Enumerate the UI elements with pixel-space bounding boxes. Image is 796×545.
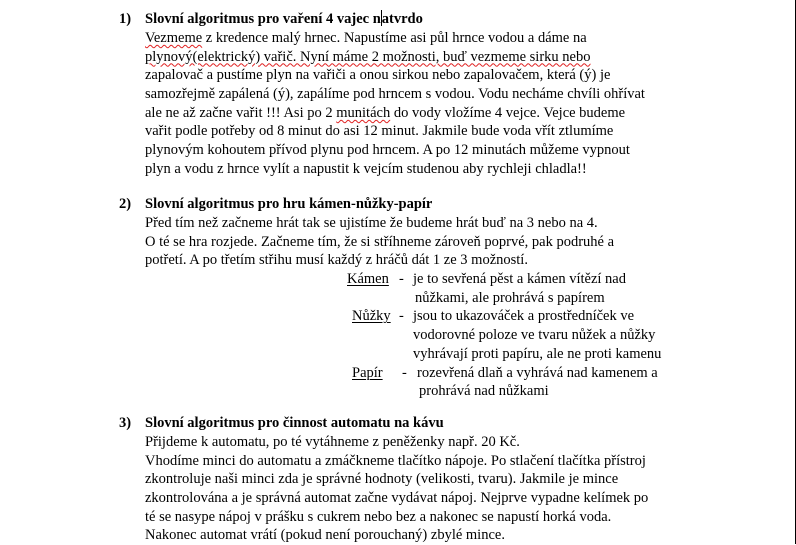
paragraph-line: plyn a vodu z hrnce vylít a napustit k vejcím studenou aby rychleji chladla!! xyxy=(145,160,587,177)
hand-dash: - xyxy=(402,364,407,381)
section-body xyxy=(145,29,679,179)
hand-name: Papír xyxy=(352,364,383,381)
paragraph-line: Před tím než začneme hrát tak se ujistíme že budeme hrát buď na 3 nebo na 4. xyxy=(145,215,598,231)
description-line: prohrává nad nůžkami xyxy=(419,383,549,400)
section-boiling-eggs xyxy=(119,10,679,179)
hand-name: Nůžky xyxy=(352,308,391,325)
section-number: 1) xyxy=(119,11,132,27)
hand-description xyxy=(417,364,658,401)
hand-item-kamen xyxy=(145,270,679,307)
section-heading xyxy=(119,10,679,29)
section-body xyxy=(145,214,679,401)
paragraph-line: Vhodíme minci do automatu a zmáčkneme tlačítko nápoje. Po stlačení tlačítka přístroj xyxy=(145,452,646,469)
description-line: vodorovné poloze ve tvaru nůžek a nůžky xyxy=(413,327,656,344)
hand-dash: - xyxy=(399,308,404,325)
section-number: 3) xyxy=(119,415,132,431)
paragraph-line: samozřejmě zapálená (ý), zapálíme pod hrncem s vodou. Vodu necháme chvíli ohřívat xyxy=(145,86,645,103)
description-line: je to sevřená pěst a kámen vítězí nad xyxy=(413,271,626,288)
hand-name: Kámen xyxy=(347,271,389,288)
hand-dash: - xyxy=(399,271,404,288)
paragraph-line xyxy=(145,48,679,67)
paragraph-line: Nakonec automat vrátí (pokud není porouchaný) zbylé mince. xyxy=(145,527,505,544)
paragraph-line: potřetí. A po třetím střihu musí každý z hráčů dát 1 ze 3 možností. xyxy=(145,252,528,269)
section-coffee-machine xyxy=(119,414,679,545)
misspelled-word: Vezmeme xyxy=(145,30,203,46)
paragraph-line: té se nasype nápoj v prášku s cukrem nebo bez a nakonec se napustí horká voda. xyxy=(145,508,612,525)
paragraph-line: Přijdeme k automatu, po té vytáhneme z peněženky např. 20 Kč. xyxy=(145,434,520,450)
section-rock-paper-scissors xyxy=(119,195,679,401)
paragraph-line: plynovým kohoutem přívod plynu pod hrncem. A po 12 minutách můžeme vypnout xyxy=(145,142,630,159)
description-line: nůžkami, ale prohrává s papírem xyxy=(415,289,605,306)
paragraph-line: zkontrolována a je správná automat začne vydávat nápoj. Nejprve vypadne kelímek po xyxy=(145,490,649,507)
section-body xyxy=(145,433,679,545)
hand-item-nuzky xyxy=(145,307,679,363)
section-title: Slovní algoritmus pro činnost automatu na kávu xyxy=(145,415,444,431)
paragraph-line: zkontroluje naši minci zda je správné hodnoty (velikosti, tvaru). Jakmile je mince xyxy=(145,471,619,488)
paragraph-line xyxy=(145,104,679,123)
section-heading xyxy=(119,195,679,214)
description-line: rozevřená dlaň a vyhrává nad kamenem a xyxy=(417,364,658,381)
hand-description xyxy=(413,307,661,363)
section-heading xyxy=(119,414,679,433)
hand-description xyxy=(413,270,626,307)
paragraph-line: zapalovač a pustíme plyn na vařiči a onou sirkou nebo zapalovačem, která (ý) je xyxy=(145,67,611,84)
section-title: Slovní algoritmus pro hru kámen-nůžky-papír xyxy=(145,196,433,212)
line-text: plynový(elektrický) vařič. Nyní máme 2 možnosti, buď vezmeme sirku nebo xyxy=(145,48,591,65)
paragraph-line xyxy=(145,29,679,48)
line-text: ale ne až začne vařit !!! Asi po 2 xyxy=(145,104,337,121)
description-line: jsou to ukazováček a prostředníček ve xyxy=(413,308,635,325)
section-number: 2) xyxy=(119,196,132,212)
section-title-part: Slovní algoritmus pro vaření 4 vajec n xyxy=(145,11,381,27)
line-text: z kredence malý hrnec. Napustíme asi půl hrnce vodou a dáme na xyxy=(202,30,587,46)
paragraph-line: vařit podle potřeby od 8 minut do asi 12 minut. Jakmile bude voda vřít ztlumíme xyxy=(145,123,614,140)
hand-item-papir xyxy=(145,364,679,401)
line-text: do vody vložíme 4 vejce. Vejce budeme xyxy=(390,104,626,121)
misspelled-word: munitách xyxy=(336,104,391,121)
hand-definitions xyxy=(145,270,679,401)
paragraph-line: O té se hra rozjede. Začneme tím, že si stříhneme zároveň poprvé, pak podruhé a xyxy=(145,233,615,250)
section-title-part: atvrdo xyxy=(381,11,423,27)
description-line: vyhrávají proti papíru, ale ne proti kamenu xyxy=(413,345,662,362)
